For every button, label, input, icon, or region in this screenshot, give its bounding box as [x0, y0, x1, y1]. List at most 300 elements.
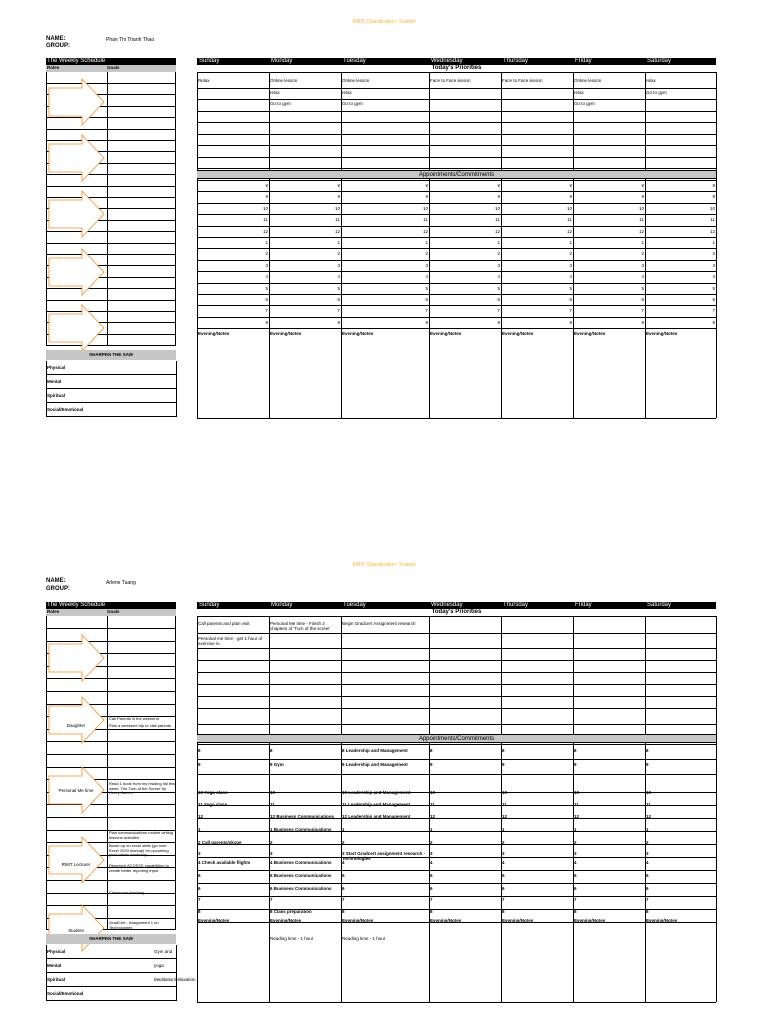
grid-col-line [716, 616, 717, 1002]
hour-cell: 5 [425, 285, 428, 291]
hour-cell: 6 [337, 297, 340, 302]
hour-cell: 8 [641, 319, 644, 325]
appt-row-line [197, 883, 716, 884]
role-arrow-icon [48, 696, 106, 744]
priority-cell: Face to Face lesson [430, 78, 471, 83]
grid-col-line [197, 72, 198, 418]
appointment-cell: 4 [342, 860, 345, 865]
hour-cell: 11 [423, 217, 428, 223]
hour-cell: 8 [497, 183, 500, 188]
hour-cell: 12 [709, 228, 715, 234]
hour-cell: 9 [569, 194, 572, 200]
appointment-cell: 11 [430, 802, 435, 807]
hour-cell: 8 [712, 183, 715, 188]
appt-row-line [197, 248, 716, 249]
hour-cell: 12 [494, 228, 500, 234]
hour-cell: 4 [569, 274, 572, 280]
grid-row-line [197, 122, 716, 123]
hour-cell: 11 [710, 217, 715, 223]
priority-cell: Face to Face lesson [502, 78, 543, 83]
hour-cell: 11 [495, 217, 500, 223]
hour-cell: 8 [569, 319, 572, 325]
priority-cell: Online lesson [574, 78, 602, 83]
priority-cell: Online lesson [270, 78, 298, 83]
hour-cell: 2 [712, 251, 715, 257]
grid-row-line [197, 111, 716, 112]
appointment-cell: 5 [342, 873, 345, 878]
day-friday: Friday [575, 58, 592, 64]
saw-row-label: Physical [47, 949, 66, 954]
role-name: Student [68, 928, 84, 933]
roles-goals-header [46, 65, 176, 72]
hour-cell: 5 [497, 285, 500, 291]
grid-row-line [197, 724, 716, 725]
grid-row-line [197, 616, 716, 617]
saw-row-spiritual [46, 389, 176, 403]
role-name: Personal Me time [58, 788, 94, 793]
evening-notes-label: Evening/Notes [342, 331, 374, 336]
role-arrow-icon [48, 836, 106, 884]
appt-row-line [197, 260, 716, 261]
hour-cell: 12 [422, 228, 428, 234]
hour-cell: 11 [263, 217, 268, 223]
saw-row-socialemotional [46, 987, 176, 1001]
hour-cell: 3 [569, 262, 572, 268]
goal-row [47, 186, 175, 187]
roles-goals-grid-2 [46, 616, 176, 933]
classification-label-2: RMIT Classification: Trusted [352, 562, 416, 568]
hour-cell: 1 [497, 240, 500, 245]
role-arrow-icon [48, 134, 106, 182]
hour-cell: 9 [337, 194, 340, 200]
grid-col-line [573, 616, 574, 1002]
hour-cell: 9 [265, 194, 268, 200]
hour-cell: 2 [265, 251, 268, 257]
hour-cell: 11 [567, 217, 572, 223]
appointment-cell: 11 [646, 802, 651, 807]
hour-cell: 4 [641, 274, 644, 280]
priority-cell: Go to gym [342, 101, 363, 106]
priority-cell: Personal Me time - Finish 2 chapters of 'Turn of the screw' [270, 621, 330, 631]
hour-cell: 4 [712, 274, 715, 280]
grid-col-line [645, 72, 646, 418]
evening-notes-label: Evening/Notes [430, 331, 462, 336]
grid-col-line [429, 72, 430, 418]
goal-text: Plan communications routine writing lessons activities [109, 830, 174, 840]
appt-row-line [197, 328, 716, 329]
hour-cell: 12 [262, 228, 268, 234]
appt-row-line [197, 237, 716, 238]
day-thursday: Thursday [503, 58, 529, 64]
appt-row-line [197, 759, 716, 760]
page-2 [0, 540, 768, 1020]
grid-row-line [197, 168, 716, 169]
saw-row-label: Spiritual [47, 393, 66, 398]
priority-cell: relax [574, 90, 584, 95]
hour-cell: 8 [337, 183, 340, 188]
name-value-2: Arlene Tuang [106, 580, 136, 586]
hour-cell: 2 [425, 251, 428, 257]
hour-cell: 8 [425, 319, 428, 325]
priority-cell: relax [270, 90, 280, 95]
appointment-cell: 7 [646, 897, 649, 902]
goal-row [47, 817, 175, 818]
grid-col-line [269, 72, 270, 418]
priority-cell: Call parents and plan visit [198, 621, 250, 626]
hour-cell: 1 [712, 240, 715, 245]
sharpen-the-saw-header: SHARPEN THE SAW [46, 350, 176, 360]
hour-cell: 3 [265, 262, 268, 268]
role-name: Daughter [66, 723, 86, 728]
roles-goals-grid [46, 72, 176, 346]
evening-note: Reading time - 1 hour [342, 936, 386, 941]
hour-cell: 8 [497, 319, 500, 325]
evening-notes-label: Evening/Notes [646, 331, 678, 336]
goal-row [47, 300, 175, 301]
appointment-cell: 3 [270, 851, 273, 856]
role-name: RMIT Lecturer [61, 862, 91, 867]
goal-text: Call Parents in the weekend [109, 716, 159, 721]
grid-bottom-line [197, 1002, 716, 1003]
goal-row [47, 129, 175, 130]
appointment-cell: 2 [342, 840, 345, 845]
appointment-cell: 7 [574, 897, 577, 902]
hour-cell: 8 [265, 183, 268, 188]
appointment-cell: 7 [342, 897, 345, 902]
evening-notes-label: Evening/Notes [502, 918, 534, 923]
appointment-cell: 10 [430, 790, 436, 795]
grid-row-line [197, 145, 716, 146]
saw-row-label: Social/Emotional [47, 991, 84, 996]
priority-cell: Begin Gradcert Assignment research [342, 621, 416, 626]
hour-cell: 6 [712, 297, 715, 302]
hour-cell: 6 [265, 297, 268, 302]
day-monday: Monday [271, 58, 293, 64]
hour-cell: 10 [422, 205, 428, 211]
grid-row-line [197, 708, 716, 709]
saw-row-socialemotional [46, 403, 176, 417]
grid-col-line [716, 72, 717, 418]
day-saturday: Saturday [647, 602, 672, 608]
appointment-cell: 4 [574, 860, 577, 865]
grid-row-line [197, 134, 716, 135]
appointment-cell: 3 [198, 851, 201, 856]
appointment-cell: 2 [646, 840, 649, 845]
appointment-cell: 1 [342, 827, 345, 832]
appointment-cell: 6 Business Communications [270, 886, 332, 891]
hour-cell: 8 [712, 319, 715, 325]
appt-row-line [197, 857, 716, 858]
appointment-cell: 6 [198, 886, 201, 891]
appt-row-line [197, 191, 716, 192]
weekly-schedule-title: The Weekly Schedule [46, 58, 176, 65]
appointment-cell: 12 Business Communications [270, 814, 335, 819]
appointment-cell: 4 [502, 860, 505, 865]
appt-row-line [197, 271, 716, 272]
hour-cell: 7 [569, 308, 572, 314]
hour-cell: 1 [337, 240, 340, 245]
appointment-cell: 4 [646, 860, 649, 865]
priority-cell: Personal me time - get 1 hour of exercise in. [198, 636, 263, 646]
appointment-cell: 7 [198, 897, 201, 902]
appointment-cell: 6 [646, 886, 649, 891]
hour-cell: 2 [337, 251, 340, 257]
appointment-cell: 1 [646, 827, 649, 832]
grid-row-line [197, 696, 716, 697]
saw-border-right [176, 945, 177, 1001]
hour-cell: 4 [425, 274, 428, 280]
grid-row-line [197, 660, 716, 661]
evening-notes-label: Evening/Notes [270, 918, 302, 923]
appointment-cell: 8 [502, 748, 505, 753]
saw-border-right [176, 361, 177, 417]
grid-row-line [197, 99, 716, 100]
appointment-cell: 10 [270, 790, 276, 795]
hour-cell: 4 [265, 274, 268, 280]
saw-row-mental [46, 959, 176, 973]
appointment-cell: 7 [502, 897, 505, 902]
appt-row-line [197, 226, 716, 227]
appointment-cell: 11 Leadership and Management [342, 802, 411, 807]
saw-row-value: Gym and yoga [154, 949, 173, 968]
priorities-label: Today's Priorities [197, 65, 716, 72]
priority-cell: Online lesson [342, 78, 370, 83]
saw-border-left [46, 361, 47, 417]
day-wednesday: Wednesday [431, 602, 463, 608]
weekly-schedule-title-2: The Weekly Schedule [46, 602, 176, 609]
goal-row [47, 754, 175, 755]
name-label: NAME: [46, 36, 66, 42]
hour-cell: 9 [641, 194, 644, 200]
hour-cell: 12 [566, 228, 572, 234]
appointment-cell: 5 [430, 873, 433, 878]
name-label-2: NAME: [46, 578, 66, 584]
appointment-cell: 8 [198, 909, 201, 914]
appt-row-line [197, 744, 716, 745]
day-tuesday: Tuesday [343, 58, 366, 64]
appointment-cell: 5 [646, 873, 649, 878]
saw-row-label: Physical [47, 365, 66, 370]
appointment-cell: 10 [646, 790, 652, 795]
day-thursday: Thursday [503, 602, 529, 608]
grid-col-line [341, 616, 342, 1002]
appointment-cell: 1 [198, 827, 201, 832]
appointment-cell: 3 [502, 851, 505, 856]
appointment-cell: 8 [342, 909, 345, 914]
appointment-cell: 11 Yoga class [198, 802, 228, 807]
appointment-cell: 6 [342, 886, 345, 891]
evening-note: Reading time - 1 hour [270, 936, 314, 941]
appointment-cell: 1 Business Communications [270, 827, 332, 832]
appointment-cell: 3 [646, 851, 649, 856]
saw-row-physical [46, 361, 176, 375]
appointment-cell: 8 [198, 748, 201, 753]
appt-row-line [197, 214, 716, 215]
grid-row-line [197, 157, 716, 158]
appointment-cell: 3 Start Gradcert assignment research - Technologies [342, 851, 426, 861]
appointments-header: Appointments/Commitments [197, 170, 716, 179]
appointment-cell: 8 [430, 748, 433, 753]
goal-row [47, 628, 175, 629]
appointment-cell: 7 [430, 897, 433, 902]
hour-cell: 12 [334, 228, 340, 234]
hour-cell: 11 [639, 217, 644, 223]
hour-cell: 10 [566, 205, 572, 211]
goal-text: Plan a weekend trip to visit parents [109, 723, 172, 728]
page-1 [0, 0, 768, 440]
hour-cell: 3 [337, 262, 340, 268]
priority-cell: Go to gym [270, 101, 291, 106]
evening-notes-label: Evening/Notes [646, 918, 678, 923]
appointment-cell: 6 [574, 886, 577, 891]
appointment-cell: 10 [502, 790, 508, 795]
appointment-cell: 12 [646, 814, 652, 819]
sharpen-the-saw-header-2: SHARPEN THE SAW [46, 934, 176, 944]
saw-row-label: Mental [47, 379, 62, 384]
hour-cell: 10 [334, 205, 340, 211]
hour-cell: 2 [569, 251, 572, 257]
grid-col-line [501, 616, 502, 1002]
name-value: Phan Thi Thanh Thao [106, 37, 155, 43]
hour-cell: 5 [569, 285, 572, 291]
appt-row-line [197, 317, 716, 318]
appointment-cell: 5 Business Communications [270, 873, 332, 878]
day-tuesday: Tuesday [343, 602, 366, 608]
appointment-cell: 5 [198, 873, 201, 878]
hour-cell: 9 [497, 194, 500, 200]
role-arrow-icon [48, 248, 106, 296]
hour-cell: 7 [425, 308, 428, 314]
appointment-cell: 9 Leadership and Management [342, 762, 408, 767]
hour-cell: 10 [262, 205, 268, 211]
hour-cell: 9 [425, 194, 428, 200]
goal-text: Brush up on excel skills (go over Excel 2020 manual) for upcoming pivot tables workshop [109, 843, 169, 858]
hour-cell: 5 [265, 285, 268, 291]
hour-cell: 8 [265, 319, 268, 325]
appointment-cell: 12 [198, 814, 204, 819]
appt-row-line [197, 774, 716, 775]
hour-cell: 7 [712, 308, 715, 314]
grid-col-line [645, 616, 646, 1002]
goal-row [47, 243, 175, 244]
hour-cell: 5 [712, 285, 715, 291]
appointment-cell: 11 [502, 802, 507, 807]
hour-cell: 11 [335, 217, 340, 223]
appointment-cell: 5 [574, 873, 577, 878]
appointment-cell: 2 [574, 840, 577, 845]
hour-cell: 8 [425, 183, 428, 188]
priority-cell: relax [342, 90, 352, 95]
group-label: GROUP: [46, 43, 70, 49]
hour-cell: 4 [497, 274, 500, 280]
hour-cell: 3 [497, 262, 500, 268]
goals-label: Goals [107, 65, 120, 70]
evening-notes-label: Evening/Notes [574, 331, 606, 336]
appointment-cell: 10 Leadership and Management [342, 790, 411, 795]
appointment-cell: 8 [574, 748, 577, 753]
priorities-label-2: Today's Priorities [197, 609, 716, 616]
role-arrow-icon [48, 190, 106, 238]
hour-cell: 3 [712, 262, 715, 268]
appointment-cell: 6 [430, 886, 433, 891]
appointment-cell: 8 Class preparation [270, 909, 312, 914]
appointment-cell: 6 [502, 886, 505, 891]
hour-cell: 7 [265, 308, 268, 314]
hour-cell: 6 [497, 297, 500, 302]
saw-row-label: Spiritual [47, 977, 66, 982]
priority-cell: Relax [198, 78, 210, 83]
goal-row [47, 691, 175, 692]
roles-goals-header-2 [46, 609, 176, 616]
hour-cell: 1 [641, 240, 644, 245]
grid-col-line [197, 616, 198, 1002]
appointment-cell: 5 [502, 873, 505, 878]
appointment-cell: 3 [574, 851, 577, 856]
appointment-cell: 9 [502, 762, 505, 767]
hour-cell: 12 [638, 228, 644, 234]
appointment-cell: 2 [430, 840, 433, 845]
grid-row-line [197, 633, 716, 634]
hour-cell: 1 [425, 240, 428, 245]
appointment-cell: 9 [430, 762, 433, 767]
priority-cell: Go to gym [574, 101, 595, 106]
hour-cell: 9 [712, 194, 715, 200]
grid-col-line [501, 72, 502, 418]
saw-border-left [46, 945, 47, 1001]
role-arrow-icon [48, 634, 106, 682]
hour-cell: 5 [641, 285, 644, 291]
hour-cell: 10 [709, 205, 715, 211]
appointment-cell: 12 [430, 814, 436, 819]
appointment-cell: 8 [646, 909, 649, 914]
appointment-cell: 10 Yoga class [198, 790, 228, 795]
appt-row-line [197, 305, 716, 306]
appt-row-line [197, 283, 716, 284]
appointments-header: Appointments/Commitments [197, 734, 716, 743]
day-sunday: Sunday [199, 602, 220, 608]
hour-cell: 7 [337, 308, 340, 314]
appointment-cell: 12 Leadership and Management [342, 814, 411, 819]
evening-notes-label: Evening/Notes [502, 331, 534, 336]
hour-cell: 10 [494, 205, 500, 211]
grid-col-line [573, 72, 574, 418]
saw-row-mental [46, 375, 176, 389]
appointment-cell: 8 [270, 748, 273, 753]
saw-row-value: Meditation/relaxation [154, 977, 196, 982]
appointment-cell: 8 [574, 909, 577, 914]
hour-cell: 7 [641, 308, 644, 314]
appointment-cell: 11 [574, 802, 579, 807]
evening-notes-label: Evening/Notes [198, 331, 230, 336]
roles-label-2: Roles [47, 609, 60, 614]
hour-cell: 6 [569, 297, 572, 302]
appt-row-line [197, 870, 716, 871]
saw-row-label: Mental [47, 963, 62, 968]
grid-row-line [197, 672, 716, 673]
appointment-cell: 8 [646, 748, 649, 753]
grid-col-line [341, 72, 342, 418]
hour-cell: 1 [569, 240, 572, 245]
hour-cell: 8 [641, 183, 644, 188]
evening-notes-label: Evening/Notes [342, 918, 374, 923]
evening-notes-label: Evening/Notes [270, 331, 302, 336]
appointment-cell: 9 [646, 762, 649, 767]
priority-cell: relax [646, 78, 656, 83]
appointment-cell: 4 Check available flights [198, 860, 251, 865]
grid-bottom-line [197, 418, 716, 419]
day-saturday: Saturday [647, 58, 672, 64]
roles-label: Roles [47, 65, 60, 70]
